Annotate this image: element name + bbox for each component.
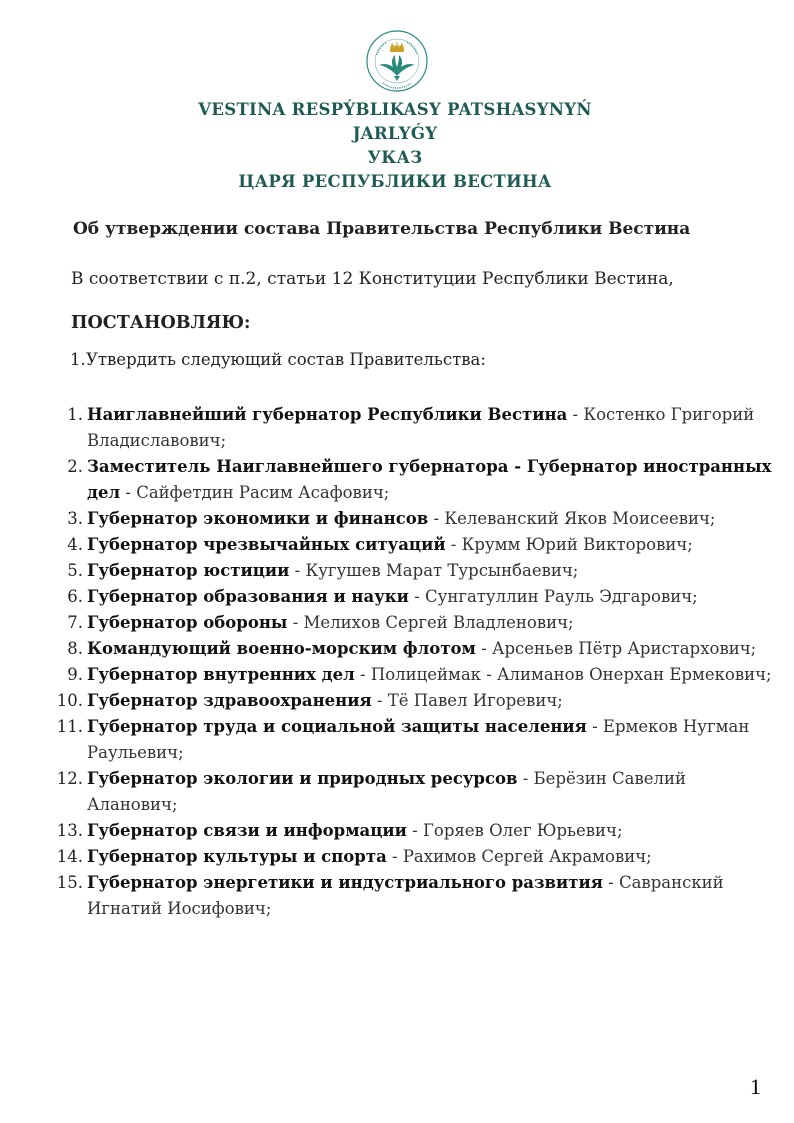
list-item	[55, 454, 775, 506]
list-item-number: 9.	[67, 665, 83, 684]
header-line-1: VESTINA RESPÝBLIKASY PATSHASYNYŃ	[198, 100, 592, 119]
list-item-number: 7.	[67, 613, 83, 632]
list-item	[55, 558, 775, 584]
list-item-person: - Тё Павел Игоревич;	[371, 691, 563, 710]
list-item-post: Командующий военно-морским флотом	[87, 639, 476, 658]
list-item-post: Губернатор чрезвычайных ситуаций	[87, 535, 446, 554]
list-item-person: - Рахимов Сергей Акрамович;	[386, 847, 652, 866]
decree-header	[60, 98, 730, 194]
list-item-number: 5.	[67, 561, 83, 580]
list-item-number: 3.	[67, 509, 83, 528]
list-item-person: - Савранский Игнатий Иосифович;	[87, 873, 724, 918]
list-item-post: Наиглавнейший губернатор Республики Вестина	[87, 405, 568, 424]
list-item-number: 6.	[67, 587, 83, 606]
document-title: Об утверждении состава Правительства Республики Вестина	[73, 219, 691, 239]
header-line-4: ЦАРЯ РЕСПУБЛИКИ ВЕСТИНА	[238, 172, 552, 191]
list-item-person: - Сунгатуллин Рауль Эдгарович;	[408, 587, 698, 606]
list-item	[55, 688, 775, 714]
list-item-number: 1.	[67, 405, 83, 424]
list-item-post: Губернатор юстиции	[87, 561, 290, 580]
list-item	[55, 584, 775, 610]
list-item	[55, 818, 775, 844]
list-item-number: 4.	[67, 535, 83, 554]
list-item-person: - Сайфетдин Расим Асафович;	[120, 483, 390, 502]
lead-clause	[70, 350, 770, 369]
list-item-person: - Крумм Юрий Викторович;	[445, 535, 693, 554]
list-item-post: Губернатор образования и науки	[87, 587, 409, 606]
list-item-person: - Мелихов Сергей Владленович;	[287, 613, 574, 632]
lead-clause-text: Утвердить следующий состав Правительства:	[86, 350, 486, 369]
list-item-post: Губернатор здравоохранения	[87, 691, 372, 710]
list-item-person: - Берёзин Савелий Аланович;	[87, 769, 686, 814]
list-item-post: Губернатор экологии и природных ресурсов	[87, 769, 518, 788]
list-item	[55, 402, 775, 454]
list-item-person: - Костенко Григорий Владиславович;	[87, 405, 755, 450]
vestina-emblem-logo	[365, 29, 429, 93]
list-item	[55, 662, 775, 688]
list-item-post: Губернатор труда и социальной защиты населения	[87, 717, 587, 736]
list-item-number: 12.	[56, 769, 83, 788]
list-item	[55, 532, 775, 558]
list-item-post: Губернатор энергетики и индустриального развития	[87, 873, 603, 892]
list-item-person: - Кугушев Марат Турсынбаевич;	[289, 561, 579, 580]
appointments-list	[55, 402, 775, 922]
list-item-post: Заместитель Наиглавнейшего губернатора - Губернатор иностранных дел	[87, 457, 772, 502]
header-line-2: JARLYǴY	[352, 124, 438, 143]
list-item-number: 14.	[56, 847, 83, 866]
list-item-post: Губернатор обороны	[87, 613, 288, 632]
list-item	[55, 506, 775, 532]
list-item	[55, 844, 775, 870]
list-item-number: 2.	[67, 457, 83, 476]
list-item-post: Губернатор культуры и спорта	[87, 847, 387, 866]
list-item-number: 13.	[56, 821, 83, 840]
header-line-3: УКАЗ	[367, 148, 423, 167]
list-item	[55, 610, 775, 636]
list-item-person: - Горяев Олег Юрьевич;	[406, 821, 623, 840]
list-item-number: 15.	[56, 873, 83, 892]
list-item-post: Губернатор связи и информации	[87, 821, 407, 840]
list-item-post: Губернатор внутренних дел	[87, 665, 355, 684]
list-item-person: - Полицеймак - Алиманов Онерхан Ермекович;	[354, 665, 772, 684]
list-item	[55, 714, 775, 766]
list-item	[55, 766, 775, 818]
list-item-person: - Ермеков Нугман Раульевич;	[87, 717, 750, 762]
list-item-person: - Арсеньев Пётр Аристархович;	[475, 639, 757, 658]
list-item	[55, 870, 775, 922]
lead-clause-number: 1.	[70, 350, 86, 369]
list-item	[55, 636, 775, 662]
list-item-person: - Келеванский Яков Моисеевич;	[428, 509, 716, 528]
list-item-number: 8.	[67, 639, 83, 658]
preamble-text: В соответствии с п.2, статьи 12 Конституции Республики Вестина,	[71, 269, 674, 289]
list-item-post: Губернатор экономики и финансов	[87, 509, 429, 528]
page-number: 1	[750, 1074, 761, 1099]
list-item-number: 11.	[56, 717, 83, 736]
resolve-heading: ПОСТАНОВЛЯЮ:	[71, 313, 251, 333]
list-item-number: 10.	[56, 691, 83, 710]
